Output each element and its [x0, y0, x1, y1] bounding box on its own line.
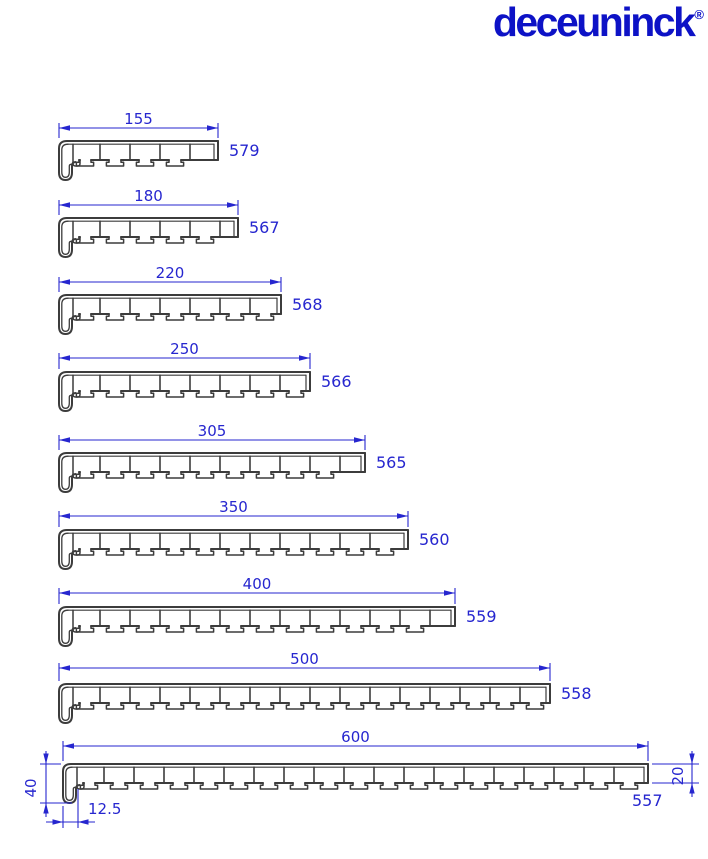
- product-code: 579: [229, 141, 260, 160]
- width-value: 155: [124, 110, 153, 128]
- dimension-40: [22, 751, 72, 817]
- dimension-arrow-icon: [270, 279, 281, 284]
- dimension-arrow-icon: [539, 665, 550, 670]
- width-value: 600: [341, 728, 370, 746]
- width-dimension-220: [59, 264, 281, 292]
- height-value: 40: [22, 778, 40, 798]
- dimension-arrow-icon: [207, 125, 218, 130]
- profile-nose-inner: [62, 375, 72, 408]
- profile-nose-inner: [66, 767, 76, 800]
- profile-row-567: [59, 187, 280, 257]
- width-dimension-600: [63, 728, 648, 761]
- product-code: 557: [632, 791, 663, 810]
- dimension-arrow-icon: [444, 590, 455, 595]
- profile-drawing-558: [59, 684, 550, 723]
- dimension-12-5: [46, 789, 121, 828]
- profile-row-568: [59, 264, 323, 334]
- profile-nose-inner: [62, 610, 72, 643]
- dimension-arrow-icon: [59, 513, 70, 518]
- overhang-value: 12.5: [88, 800, 122, 818]
- profile-nose-inner: [62, 221, 72, 254]
- profile-row-560: [59, 498, 450, 569]
- profile-drawing-559: [59, 607, 455, 646]
- width-value: 500: [290, 650, 319, 668]
- dimension-arrow-icon: [43, 754, 48, 765]
- registered-trademark-icon: ®: [694, 7, 704, 23]
- width-dimension-350: [59, 498, 408, 527]
- dimension-arrow-icon: [59, 202, 70, 207]
- product-code: 566: [321, 372, 352, 391]
- profile-drawing-557: [63, 764, 648, 803]
- product-code: 567: [249, 218, 280, 237]
- dimension-arrow-icon: [689, 783, 694, 794]
- dimension-arrow-icon: [53, 819, 64, 824]
- brand-logo-text: deceuninck: [492, 0, 694, 45]
- profile-nose-inner: [62, 456, 72, 489]
- width-dimension-180: [59, 187, 238, 215]
- width-value: 250: [170, 340, 199, 358]
- width-dimension-305: [59, 422, 365, 450]
- profile-drawing-565: [59, 453, 365, 492]
- profile-drawing-567: [59, 218, 238, 257]
- profile-drawing-566: [59, 372, 310, 411]
- dimension-arrow-icon: [63, 743, 74, 748]
- width-value: 305: [197, 422, 227, 440]
- dimension-arrow-icon: [689, 754, 694, 765]
- dimension-arrow-icon: [227, 202, 238, 207]
- profile-row-559: [59, 575, 497, 646]
- width-value: 180: [134, 187, 163, 205]
- dimension-arrow-icon: [397, 513, 408, 518]
- product-code: 568: [292, 295, 323, 314]
- product-code: 559: [466, 607, 497, 626]
- profile-row-565: [59, 422, 407, 492]
- profile-drawing-568: [59, 295, 281, 334]
- profile-nose-inner: [62, 687, 72, 720]
- profile-row-566: [59, 340, 352, 411]
- profile-nose-inner: [62, 144, 72, 177]
- profile-drawing-579: [59, 141, 218, 180]
- dimension-arrow-icon: [59, 665, 70, 670]
- product-code: 565: [376, 453, 407, 472]
- brand-logo: [493, 2, 703, 43]
- dimension-arrow-icon: [59, 355, 70, 360]
- profile-nose-inner: [62, 298, 72, 331]
- thickness-value: 20: [669, 766, 687, 786]
- width-dimension-155: [59, 110, 218, 138]
- profile-row-579: [59, 110, 260, 180]
- product-code: 558: [561, 684, 592, 703]
- dimension-arrow-icon: [637, 743, 648, 748]
- dimension-arrow-icon: [59, 125, 70, 130]
- dimension-arrow-icon: [43, 803, 48, 814]
- width-dimension-400: [59, 575, 455, 604]
- dimension-arrow-icon: [299, 355, 310, 360]
- width-dimension-250: [59, 340, 310, 369]
- dimension-arrow-icon: [59, 590, 70, 595]
- profile-drawing-560: [59, 530, 408, 569]
- width-value: 400: [242, 575, 272, 593]
- dimension-arrow-icon: [78, 819, 89, 824]
- profile-row-557: [63, 728, 663, 810]
- profile-nose-inner: [62, 533, 72, 566]
- profile-row-558: [59, 650, 592, 723]
- dimension-arrow-icon: [59, 279, 70, 284]
- dimension-arrow-icon: [59, 437, 70, 442]
- width-value: 350: [219, 498, 248, 516]
- product-code: 560: [419, 530, 450, 549]
- dimension-arrow-icon: [354, 437, 365, 442]
- width-dimension-500: [59, 650, 550, 681]
- width-value: 220: [155, 264, 185, 282]
